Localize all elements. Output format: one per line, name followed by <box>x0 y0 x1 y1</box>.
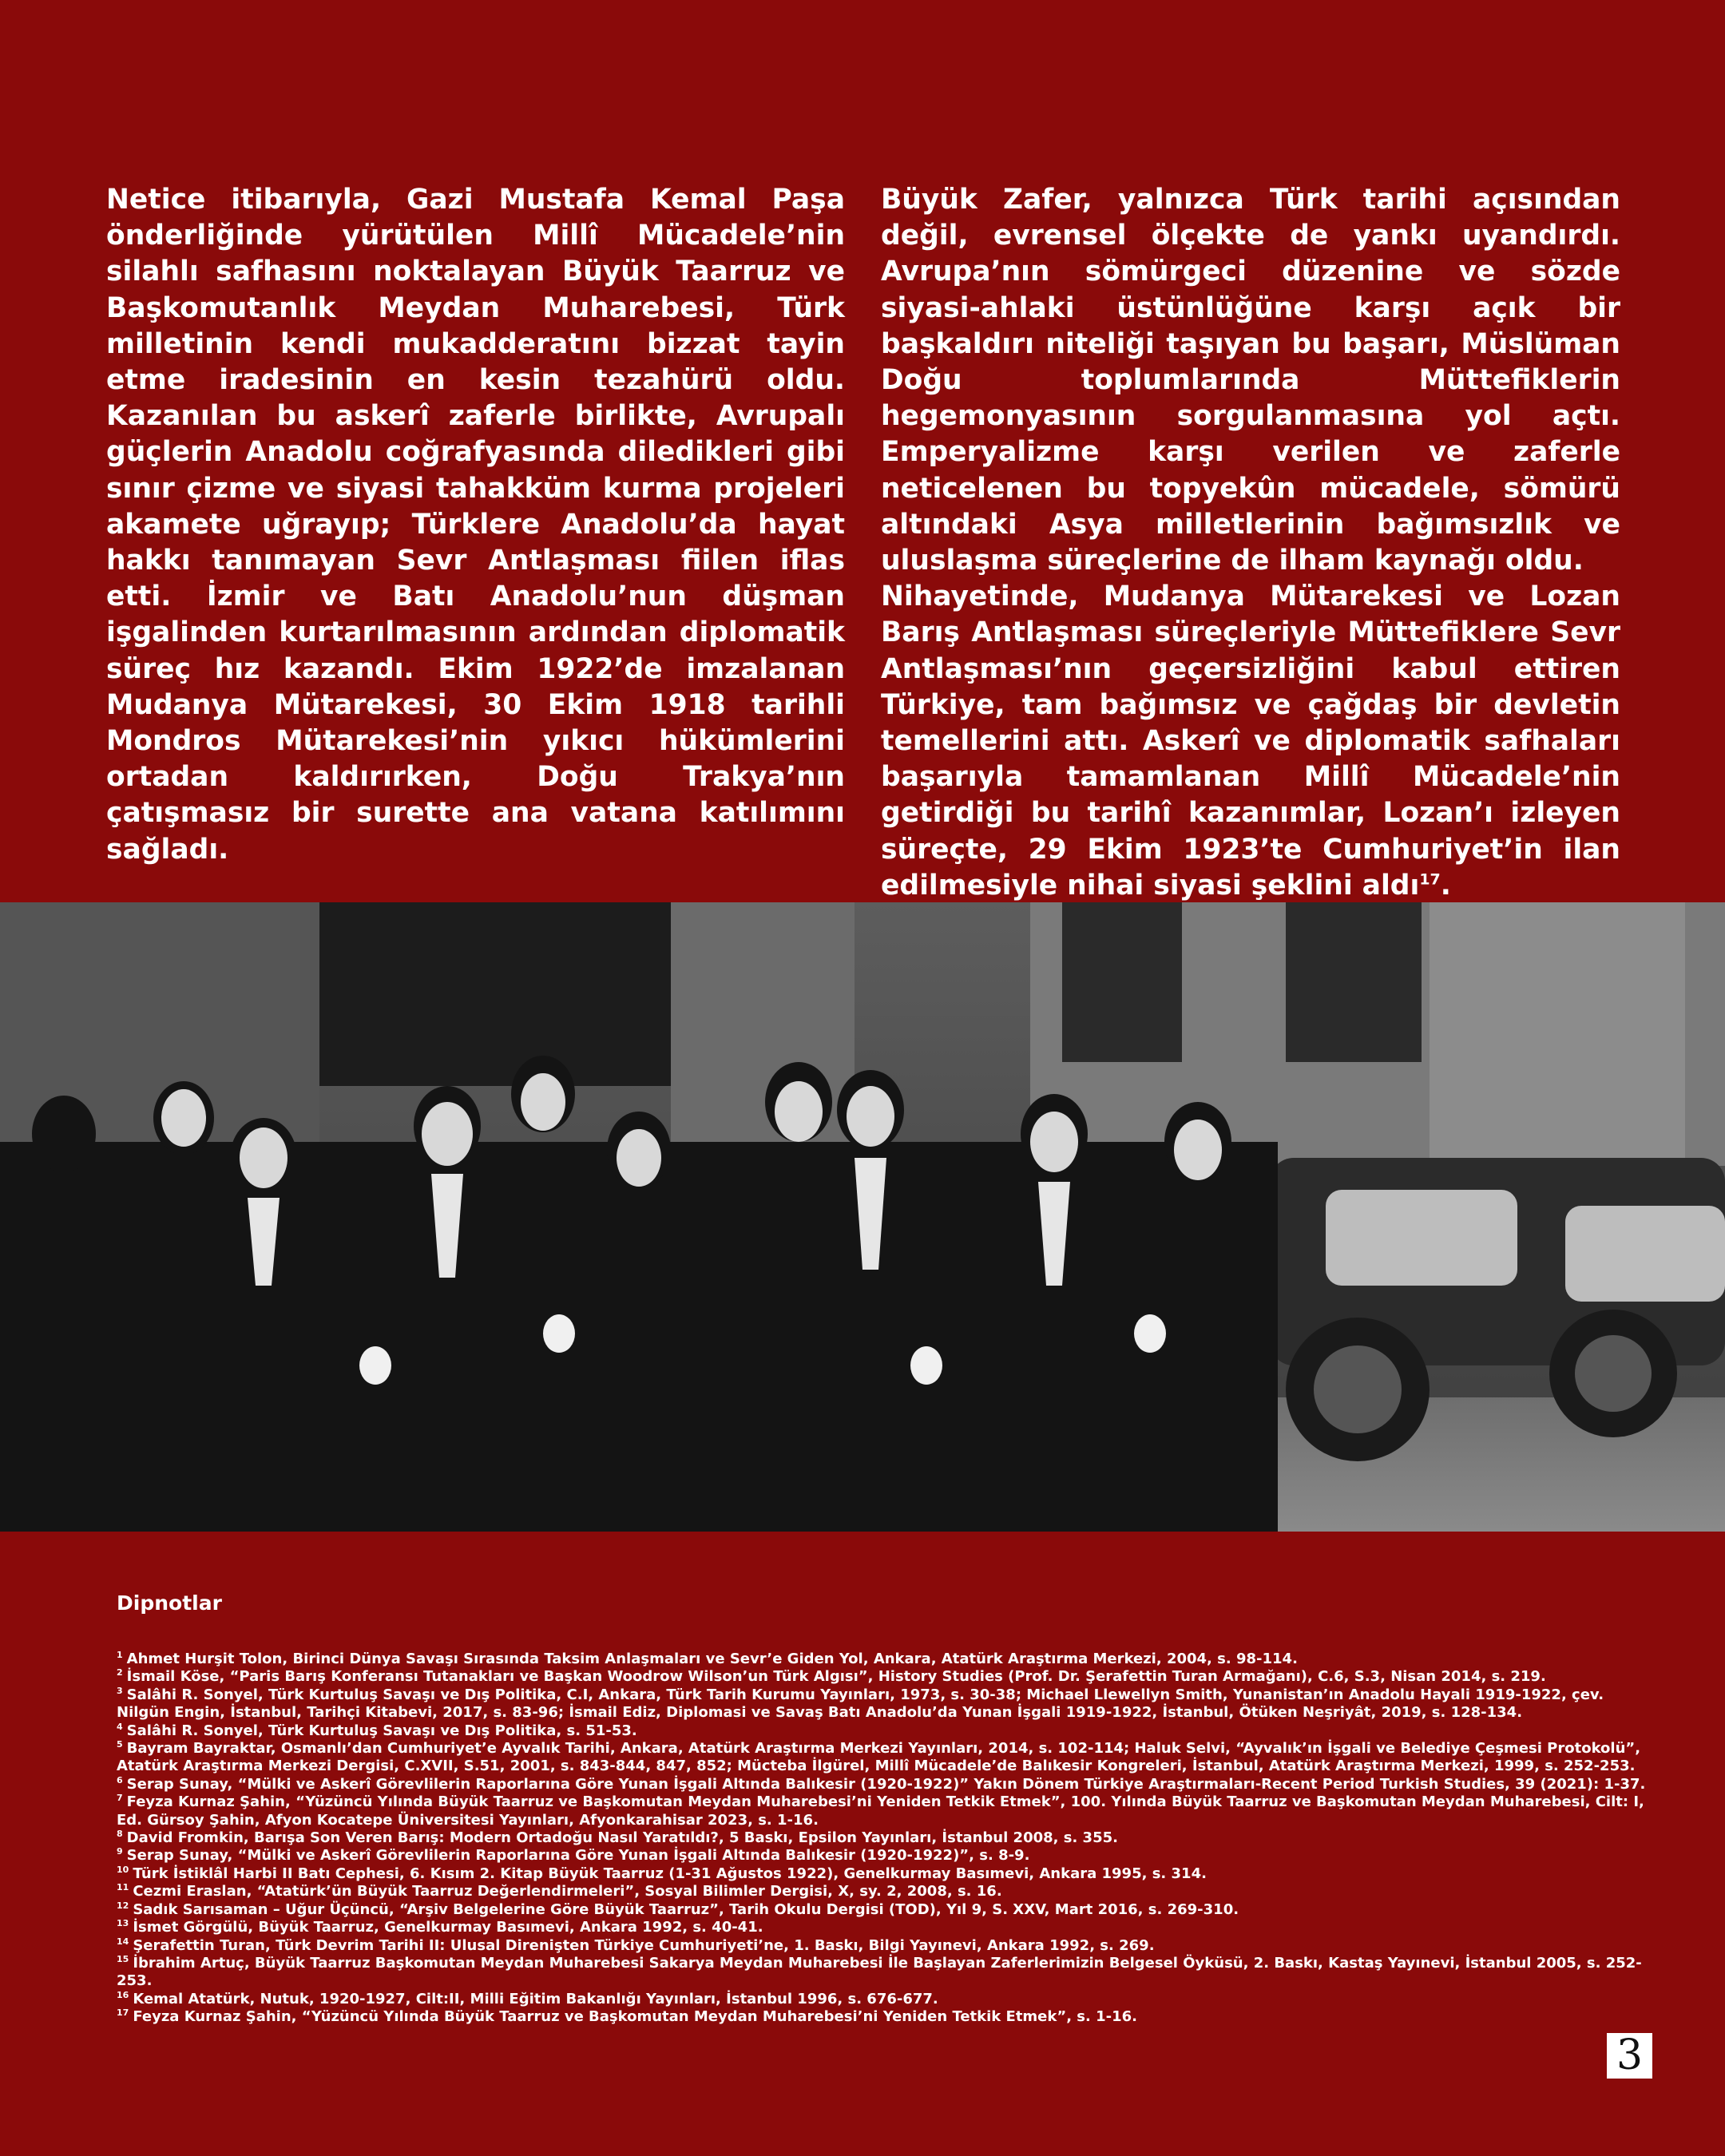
right-paragraph-2-text: Nihayetinde, Mudanya Mütarekesi ve Lozan Barış Antlaşması süreçleriyle Müttefiklere Sevr Antlaşması’nın geçersizliğini kabul ettiren Türkiye, tam bağımsız ve çağdaş bir devletin temellerini attı. Askerî ve diplomatik safhaları başarıyla tamamlanan Millî Mücadele’nin getirdiği bu tarihî kazanımlar, Lozan’ı izleyen süreçte, 29 Ekim 1923’te Cumhuriyet’in ilan edilmesiyle nihai siyasi şeklini aldı <box>881 581 1620 902</box>
footnotes-list <box>117 1651 1650 2027</box>
footnote-text: Serap Sunay, “Mülki ve Askerî Görevlilerin Raporlarına Göre Yunan İşgali Altında Balıkesir (1920-1922)” Yakın Dönem Türkiye Araştırmaları-Recent Period Turkish Studies, 39 (2021): 1-37. <box>126 1775 1646 1793</box>
footnote-text: David Fromkin, Barışa Son Veren Barış: Modern Ortadoğu Nasıl Yaratıldı?, 5 Baskı, Epsilon Yayınları, İstanbul 2008, s. 355. <box>126 1829 1118 1847</box>
footnote-number: 3 <box>117 1685 123 1696</box>
footnote-text: Bayram Bayraktar, Osmanlı’dan Cumhuriyet’e Ayvalık Tarihi, Ankara, Atatürk Araştırma Merkezi Yayınları, 2014, s. 102-114; Haluk Selvi, “Ayvalık’ın İşgali ve Belediye Çeşmesi Protokolü”, Atatürk Araştırma Merkezi Dergisi, C.XVII, S.51, 2001, s. 843-844, 847, 852; Mücteba İlgürel, Millî Mücadele’de Balıkesir Kongreleri, İstanbul, Atatürk Araştırma Merkezi, 1999, s. 252-253. <box>117 1740 1641 1775</box>
footnote-item <box>117 1776 1650 1793</box>
crowd-photo-illustration <box>0 902 1725 1532</box>
footnote-item <box>117 1955 1650 1991</box>
footnote-text: Kemal Atatürk, Nutuk, 1920-1927, Cilt:II, Milli Eğitim Bakanlığı Yayınları, İstanbul 1996, s. 676-677. <box>133 1990 938 2007</box>
footnote-item <box>117 1883 1650 1900</box>
footnote-text: Serap Sunay, “Mülki ve Askerî Görevlilerin Raporlarına Göre Yunan İşgali Altında Balıkesir (1920-1922)”, s. 8-9. <box>126 1847 1030 1865</box>
footnote-number: 8 <box>117 1829 123 1840</box>
footnote-item <box>117 1793 1650 1829</box>
right-paragraph-1: Büyük Zafer, yalnızca Türk tarihi açısından değil, evrensel ölçekte de yankı uyandırdı. Avrupa’nın sömürgeci düzenine ve sözde siyasi-ahlaki üstünlüğüne karşı açık bir başkaldırı niteliği taşıyan bu başarı, Müslüman Doğu toplumlarında Müttefiklerin hegemonyasının sorgulanmasına yol açtı. Emperyalizme karşı verilen ve zaferle neticelenen bu topyekûn mücadele, sömürü altındaki Asya milletlerinin bağımsızlık ve uluslaşma süreçlerine de ilham kaynağı oldu. <box>881 184 1620 577</box>
footnote-number: 2 <box>117 1667 123 1678</box>
footnote-text: Sadık Sarısaman – Uğur Üçüncü, “Arşiv Belgelerine Göre Büyük Taarruz”, Tarih Okulu Dergisi (TOD), Yıl 9, S. XXV, Mart 2016, s. 269-310. <box>133 1900 1239 1918</box>
footnote-item <box>117 2008 1650 2026</box>
footnote-number: 10 <box>117 1864 129 1875</box>
footnotes-title: Dipnotlar <box>117 1591 222 1615</box>
footnote-item <box>117 1937 1650 1955</box>
page-number: 3 <box>1607 2033 1652 2079</box>
footnote-number: 16 <box>117 1989 129 2000</box>
footnote-text: Türk İstiklâl Harbi II Batı Cephesi, 6. Kısım 2. Kitap Büyük Taarruz (1-31 Ağustos 1922), Genelkurmay Basımevi, Ankara 1995, s. 314. <box>133 1865 1207 1882</box>
footnote-number: 4 <box>117 1721 123 1732</box>
left-paragraph: Netice itibarıyla, Gazi Mustafa Kemal Paşa önderliğinde yürütülen Millî Mücadele’nin silahlı safhasını noktalayan Büyük Taarruz ve Başkomutanlık Meydan Muharebesi, Türk milletinin kendi mukadderatını bizzat tayin etme iradesinin en kesin tezahürü oldu. Kazanılan bu askerî zaferle birlikte, Avrupalı güçlerin Anadolu coğrafyasında diledikleri gibi sınır çizme ve siyasi tahakküm kurma projeleri akamete uğrayıp; Türklere Anadolu’da hayat hakkı tanımayan Sevr Antlaşması fiilen iflas etti. İzmir ve Batı Anadolu’nun düşman işgalinden kurtarılmasının ardından diplomatik süreç hız kazandı. Ekim 1922’de imzalanan Mudanya Mütarekesi, 30 Ekim 1918 tarihli Mondros Mütarekesi’nin yıkıcı hükümlerini ortadan kaldırırken, Doğu Trakya’nın çatışmasız bir surette ana vatana katılımını sağladı. <box>106 184 845 866</box>
footnote-text: Salâhi R. Sonyel, Türk Kurtuluş Savaşı ve Dış Politika, C.I, Ankara, Türk Tarih Kurumu Yayınları, 1973, s. 30-38; Michael Llewellyn Smith, Yunanistan’ın Anadolu Hayali 1919-1922, çev. Nilgün Engin, İstanbul, Tarihçi Kitabevi, 2017, s. 83-96; İsmail Ediz, Diplomasi ve Savaş Batı Anadolu’da Yunan İşgali 1919-1922, İstanbul, Ötüken Neşriyât, 2019, s. 128-134. <box>117 1686 1604 1722</box>
footnote-text: İbrahim Artuç, Büyük Taarruz Başkomutan Meydan Muharebesi Sakarya Meydan Muharebesi İle Başlayan Zaferlerimizin Belgesel Öyküsü, 2. Baskı, Kastaş Yayınevi, İstanbul 2005, s. 252-253. <box>117 1954 1642 1990</box>
footnote-number: 15 <box>117 1953 129 1964</box>
footnote-text: Feyza Kurnaz Şahin, “Yüzüncü Yılında Büyük Taarruz ve Başkomutan Meydan Muharebesi’ni Yeniden Tetkik Etmek”, 100. Yılında Büyük Taarruz ve Başkomutan Meydan Muharebesi, Cilt: I, Ed. Gürsoy Şahin, Afyon Kocatepe Üniversitesi Yayınları, Afyonkarahisar 2023, s. 1-16. <box>117 1793 1644 1829</box>
footnote-number: 17 <box>117 2007 129 2019</box>
footnote-item <box>117 1668 1650 1686</box>
footnote-number: 1 <box>117 1650 123 1660</box>
footnote-number: 5 <box>117 1739 123 1750</box>
footnote-text: Cezmi Eraslan, “Atatürk’ün Büyük Taarruz Değerlendirmeleri”, Sosyal Bilimler Dergisi, X, sy. 2, 2008, s. 16. <box>133 1883 1002 1900</box>
footnote-text: İsmail Köse, “Paris Barış Konferansı Tutanakları ve Başkan Woodrow Wilson’un Türk Algısı”, History Studies (Prof. Dr. Şerafettin Turan Armağanı), C.6, S.3, Nisan 2014, s. 219. <box>126 1668 1546 1686</box>
footnote-number: 11 <box>117 1882 129 1893</box>
footnote-text: Salâhi R. Sonyel, Türk Kurtuluş Savaşı ve Dış Politika, s. 51-53. <box>126 1722 637 1739</box>
footnote-item <box>117 1651 1650 1668</box>
footnote-number: 6 <box>117 1774 123 1785</box>
footnote-item <box>117 1829 1650 1847</box>
footnote-item <box>117 1847 1650 1865</box>
historical-photo <box>0 902 1725 1532</box>
footnote-item <box>117 1901 1650 1919</box>
footnote-item <box>117 1991 1650 2008</box>
footnote-text: Feyza Kurnaz Şahin, “Yüzüncü Yılında Büyük Taarruz ve Başkomutan Meydan Muharebesi’ni Yeniden Tetkik Etmek”, s. 1-16. <box>133 2008 1137 2026</box>
footnote-number: 7 <box>117 1793 123 1804</box>
left-text-column <box>106 182 845 868</box>
footnote-item <box>117 1865 1650 1883</box>
footnote-item <box>117 1740 1650 1776</box>
footnote-number: 9 <box>117 1846 123 1857</box>
footnote-item <box>117 1686 1650 1722</box>
footnote-text: Ahmet Hurşit Tolon, Birinci Dünya Savaşı Sırasında Taksim Anlaşmaları ve Sevr’e Giden Yol, Ankara, Atatürk Araştırma Merkezi, 2004, s. 98-114. <box>126 1651 1298 1667</box>
right-paragraph-2 <box>881 579 1620 904</box>
footnote-number: 12 <box>117 1900 129 1911</box>
footnote-item <box>117 1919 1650 1936</box>
footnote-text: Şerafettin Turan, Türk Devrim Tarihi II: Ulusal Direnişten Türkiye Cumhuriyeti’ne, 1. Baskı, Bilgi Yayınevi, Ankara 1992, s. 269. <box>133 1936 1155 1954</box>
footnote-text: İsmet Görgülü, Büyük Taarruz, Genelkurmay Basımevi, Ankara 1992, s. 40-41. <box>133 1919 763 1936</box>
footnote-ref: 17 <box>1419 870 1441 889</box>
footnote-item <box>117 1722 1650 1740</box>
right-paragraph-2-end: . <box>1440 869 1451 902</box>
footnote-number: 14 <box>117 1936 129 1947</box>
footnote-number: 13 <box>117 1918 129 1929</box>
right-text-column <box>881 182 1620 904</box>
